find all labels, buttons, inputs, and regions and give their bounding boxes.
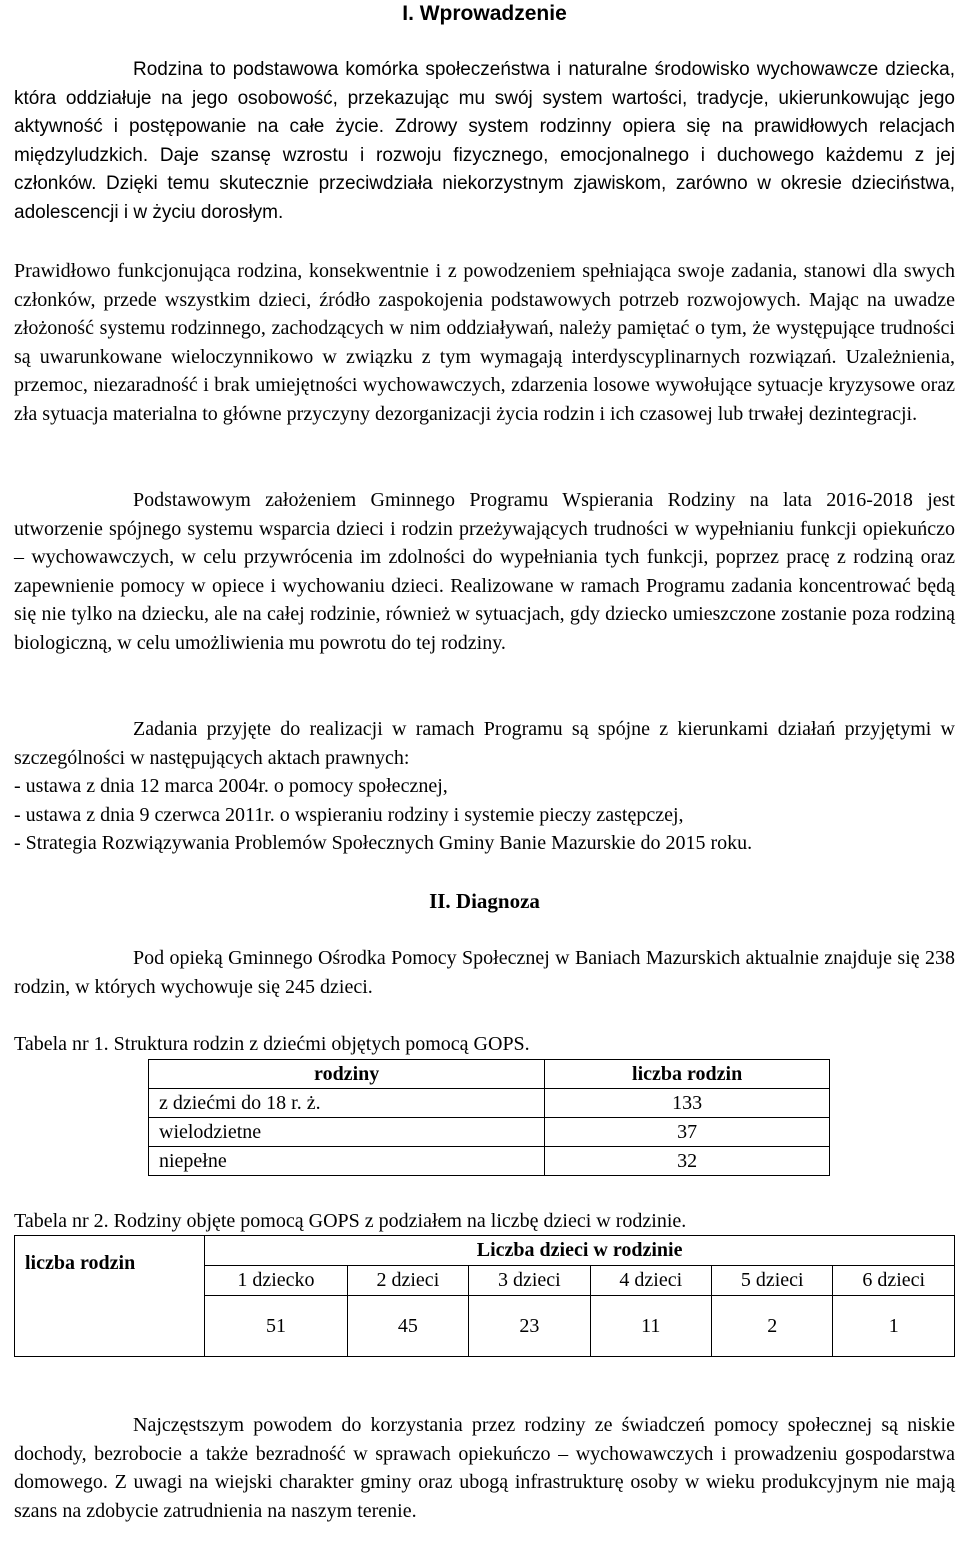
closing-paragraph: Najczęstszym powodem do korzystania przez rodziny ze świadczeń pomocy społecznej są niskie dochody, bezrobocie a także bezradność w sprawach opiekuńczo – wychowawczych i prowadzeniu gospodarstwa domowego. Z uwagi na wiejski charakter gminy oraz ubogą infrastrukturę osoby w wieku produkcyjnym nie mają szans na zdobycie zatrudnienia na naszym terenie. bbox=[14, 1414, 955, 1522]
table-cell: 37 bbox=[545, 1118, 830, 1147]
table-cell: 23 bbox=[469, 1296, 590, 1357]
table-cell: 51 bbox=[205, 1296, 347, 1357]
row-label-cell: liczba rodzin bbox=[15, 1236, 205, 1357]
table-header-cell: 5 dzieci bbox=[712, 1266, 833, 1296]
table-cell: 133 bbox=[545, 1089, 830, 1118]
intro-paragraph-4: Zadania przyjęte do realizacji w ramach Programu są spójne z kierunkami działań przyjętymi w szczególności w następujących aktach prawnych: bbox=[14, 718, 955, 769]
table-row bbox=[149, 1147, 830, 1176]
intro-paragraph-3: Podstawowym założeniem Gminnego Programu Wspierania Rodziny na lata 2016-2018 jest utworzenie spójnego systemu wsparcia dzieci i rodzin przeżywających trudności w wypełnianiu funkcji opiekuńczo – wychowawczych, w celu przywrócenia im zdolności do wypełniania tych funkcji, poprzez pracę z rodziną oraz zapewnienie pomocy w opiece i wychowaniu dzieci. Realizowane w ramach Programu zadania koncentrować będą się nie tylko na dziecku, ale na całej rodzinie, również w sytuacjach, gdy dziecko umieszczone zostanie poza rodziną biologiczną, w celu umożliwienia mu powrotu do tej rodziny. bbox=[14, 489, 955, 654]
table-header-cell: 4 dzieci bbox=[590, 1266, 711, 1296]
intro-paragraph-2: Prawidłowo funkcjonująca rodzina, konsekwentnie i z powodzeniem spełniająca swoje zadania, stanowi dla swych członków, przede wszystkim dzieci, źródło zaspokojenia podstawowych potrzeb rozwojowych. Mając na uwadze złożoność systemu rodzinnego, zachodzących w nim oddziaływań, należy pamiętać o tym, że występujące trudności są uwarunkowane wieloczynnikowo w związku z tym wymagają interdyscyplinarnych rozwiązań. Uzależnienia, przemoc, niezaradność i brak umiejętności wychowawczych, zdarzenia losowe wywołujące sytuacje kryzysowe oraz zła sytuacja materialna to główne przyczyny dezorganizacji życia rodzin i ich czasowej lub trwałej dezintegracji. bbox=[14, 260, 955, 425]
children-count-table bbox=[14, 1235, 955, 1357]
table-row bbox=[149, 1089, 830, 1118]
intro-paragraph-1: Rodzina to podstawowa komórka społeczeństwa i naturalne środowisko wychowawcze dziecka, która oddziałuje na jego osobowość, przekazując mu swój system wartości, tradycje, ukierunkowując jego aktywność i postępowanie na całe życie. Zdrowy system rodzinny opiera się na prawidłowych relacjach międzyludzkich. Daje szansę wzrostu i rozwoju fizycznego, emocjonalnego i duchowego każdemu z jej członków. Dzięki temu skutecznie przeciwdziała niekorzystnym zjawiskom, zarówno w okresie dzieciństwa, adolescencji i w życiu dorosłym. bbox=[14, 59, 955, 223]
table-cell: 32 bbox=[545, 1147, 830, 1176]
table-header-cell: 3 dzieci bbox=[469, 1266, 590, 1296]
table-cell: 1 bbox=[833, 1296, 955, 1357]
legal-act-item: - ustawa z dnia 9 czerwca 2011r. o wspieraniu rodziny i systemie pieczy zastępczej, bbox=[14, 803, 684, 826]
table-header-cell: 1 dziecko bbox=[205, 1266, 347, 1296]
legal-act-item: - Strategia Rozwiązywania Problemów Społecznych Gminy Banie Mazurskie do 2015 roku. bbox=[14, 832, 753, 855]
table-cell: 45 bbox=[347, 1296, 468, 1357]
legal-acts-block bbox=[14, 715, 955, 858]
table-header-cell: liczba rodzin bbox=[545, 1060, 830, 1089]
table-cell: 11 bbox=[590, 1296, 711, 1357]
legal-act-item: - ustawa z dnia 12 marca 2004r. o pomocy społecznej, bbox=[14, 775, 448, 798]
table-header-cell: 6 dzieci bbox=[833, 1266, 955, 1296]
group-header-cell: Liczba dzieci w rodzinie bbox=[205, 1236, 955, 1266]
table-header-cell: rodziny bbox=[149, 1060, 545, 1089]
table-row bbox=[149, 1118, 830, 1147]
table-cell: niepełne bbox=[149, 1147, 545, 1176]
family-structure-table bbox=[148, 1059, 830, 1176]
table-cell: z dziećmi do 18 r. ż. bbox=[149, 1089, 545, 1118]
table-2-caption: Tabela nr 2. Rodziny objęte pomocą GOPS z podziałem na liczbę dzieci w rodzinie. bbox=[14, 1210, 687, 1232]
table-header-row bbox=[15, 1236, 955, 1266]
table-cell: 2 bbox=[712, 1296, 833, 1357]
table-header-cell: 2 dzieci bbox=[347, 1266, 468, 1296]
table-header-row bbox=[149, 1060, 830, 1089]
diagnosis-paragraph: Pod opieką Gminnego Ośrodka Pomocy Społecznej w Baniach Mazurskich aktualnie znajduje się 238 rodzin, w których wychowuje się 245 dzieci. bbox=[14, 947, 955, 998]
table-cell: wielodzietne bbox=[149, 1118, 545, 1147]
table-1-caption: Tabela nr 1. Struktura rodzin z dziećmi objętych pomocą GOPS. bbox=[14, 1033, 530, 1055]
section-2-heading: II. Diagnoza bbox=[429, 889, 540, 913]
section-1-heading: I. Wprowadzenie bbox=[402, 2, 567, 25]
